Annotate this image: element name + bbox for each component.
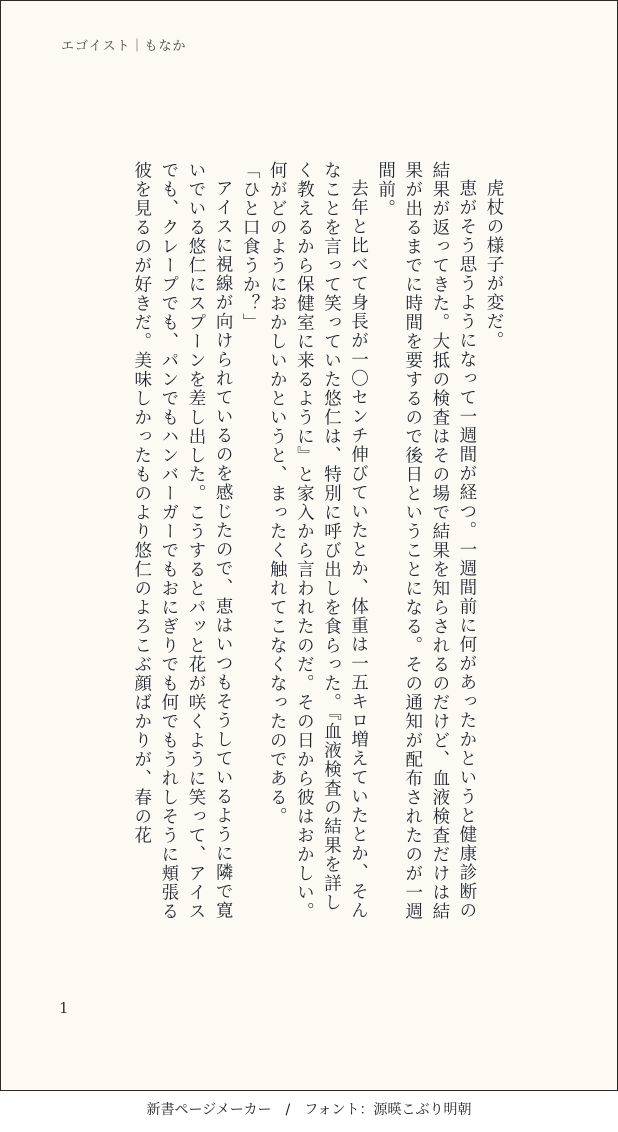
- page-number: 1: [59, 999, 69, 1017]
- vertical-body-text: [79, 161, 507, 921]
- paragraph: 去年と比べて身長が一〇センチ伸びていたとか、体重は一五キロ増えていたとか、そんなことを言って笑っていた悠仁は、特別に呼び出しを食らった。『血液検査の結果を詳しく教えるから保健室に来るように』と家入から言われたのだ。その日から彼はおかしい。何がどのようにおかしいかというと、まったく触れてこなくなったのである。: [267, 161, 369, 921]
- header-title: エゴイスト｜もなか: [61, 39, 187, 54]
- dialogue-line: 「ひと口食うか？」: [240, 161, 261, 332]
- footer-credit: 新書ページメーカー / フォント：源暎こぶり明朝: [146, 1102, 472, 1118]
- paragraph: アイスに視線が向けられているのを感じたので、恵はいつもそうしているように隣で寛いでいる悠仁にスプーンを差し出した。こうするとパッと花が咲くように笑って、アイスでも、クレープでも、パンでもハンバーガーでもおにぎりでも何でもうれしそうに頬張る彼を見るのが好きだ。美味しかったものより悠仁のよろこぶ顔ばかりが、春の花: [131, 161, 234, 921]
- paragraph: 虎杖の様子が変だ。: [484, 178, 504, 350]
- paragraph: 恵がそう思うようになって一週間が経つ。一週間前に何があったかというと健康診断の結果が返ってきた。大抵の検査はその場で結果を知らされるのだけど、血液検査だけは結果が出るまでに時間を要するので後日ということになる。その通知が配布されたのが一週間前。: [375, 161, 477, 921]
